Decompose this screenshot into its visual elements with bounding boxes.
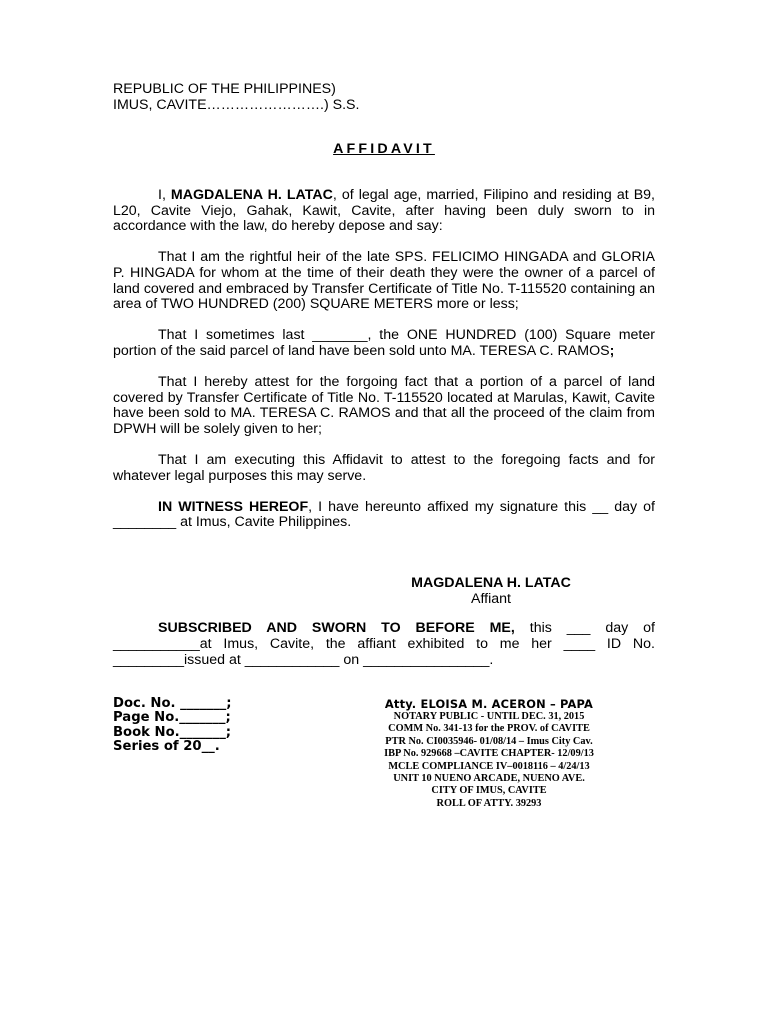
intro-rest: , of legal age, married, Filipino and residing at B9, L20, Cavite Viejo, Gahak, Kawit, Cavite, after having been duly sworn to in accordance with the law, do hereby depose and say: [113, 187, 655, 235]
jurat-lead: SUBSCRIBED AND SWORN TO BEFORE ME, [158, 620, 515, 636]
notary-city: CITY OF IMUS, CAVITE [431, 785, 547, 797]
notary-ibp: IBP No. 929668 –CAVITE CHAPTER- 12/09/13 [384, 748, 594, 760]
venue-republic: REPUBLIC OF THE PHILIPPINES) [113, 81, 336, 97]
affiant-role: Affiant [471, 591, 511, 607]
affiant-signature-block [365, 575, 617, 607]
notary-ptr: PTR No. CI0035946- 01/08/14 – Imus City Cav. [385, 735, 593, 747]
notary-name: Atty. ELOISA M. ACERON – PAPA [384, 697, 594, 711]
notary-roll: ROLL OF ATTY. 39293 [436, 797, 542, 809]
witness-rest: , I have hereunto affixed my signature this __ day of ________ at Imus, Cavite Philippines. [113, 498, 655, 531]
venue-block [113, 81, 359, 113]
witness-lead: IN WITNESS HEREOF [158, 498, 309, 515]
page-number: Page No._______; [113, 710, 231, 726]
sold-end: ; [609, 342, 615, 359]
notary-block [358, 697, 620, 810]
affiant-name-inline: MAGDALENA H. LATAC [170, 187, 333, 203]
attest-paragraph: That I hereby attest for the forgoing fact that a portion of a parcel of land covered by Transfer Certificate of Title No. T-115520 located at Marulas, Kawit, Cavite have been sold to MA. TERESA C. RAMOS and that all the proceed of the claim from DPWH will be solely given to her; [113, 374, 655, 437]
jurat-rest: this ___ day of ___________at Imus, Cavite, the affiant exhibited to me her ____ ID No. _________issued at ____________ on ________________. [113, 620, 655, 668]
book-number: Book No._______; [113, 724, 232, 740]
affidavit-body [113, 188, 655, 547]
executing-paragraph: That I am executing this Affidavit to attest to the foregoing facts and for whatever legal purposes this may serve. [113, 452, 655, 484]
document-title: AFFIDAVIT [333, 141, 435, 157]
notary-mcle: MCLE COMPLIANCE IV–0018116 – 4/24/13 [388, 760, 590, 772]
series-year: Series of 20__. [113, 739, 220, 755]
notarial-register-entries [113, 697, 232, 755]
sold-paragraph [113, 328, 655, 359]
intro-paragraph [113, 188, 655, 235]
sold-text: That I sometimes last _______, the ONE HUNDRED (100) Square meter portion of the said parcel of land have been sold unto MA. TERESA C. RAMOS [113, 327, 655, 359]
affiant-name: MAGDALENA H. LATAC [411, 575, 571, 591]
notary-commission-number: COMM No. 341-13 for the PROV. of CAVITE [388, 723, 590, 735]
heir-paragraph: That I am the rightful heir of the late SPS. FELICIMO HINGADA and GLORIA P. HINGADA for whom at the time of their death they were the owner of a parcel of land covered and embraced by Transfer Certificate of Title No. T-115520 containing an area of TWO HUNDRED (200) SQUARE METERS more or less; [113, 249, 655, 313]
notary-commission-expiry: NOTARY PUBLIC - UNTIL DEC. 31, 2015 [393, 711, 585, 722]
venue-city: IMUS, CAVITE…………………….) S.S. [113, 97, 360, 113]
notary-address: UNIT 10 NUENO ARCADE, NUENO AVE. [393, 773, 585, 785]
affidavit-page [113, 0, 655, 1024]
witness-paragraph [113, 500, 655, 531]
jurat-paragraph [113, 621, 655, 668]
intro-prefix: I, [158, 187, 171, 203]
doc-number: Doc. No. _______; [113, 696, 232, 711]
